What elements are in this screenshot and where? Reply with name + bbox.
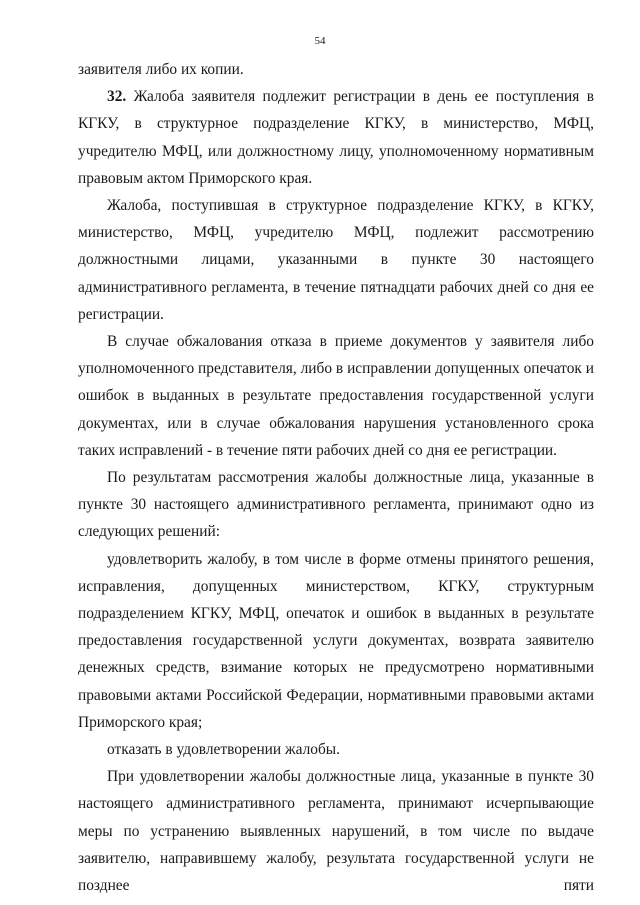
paragraph-text: Жалоба заявителя подлежит регистрации в день ее поступления в КГКУ, в структурное подразделение КГКУ, в министерство, МФЦ, учредителю МФЦ, или должностному лицу, уполномоченному нормативным правовым актом Приморского края. — [78, 88, 594, 187]
paragraph-decisions-intro: По результатам рассмотрения жалобы должностные лица, указанные в пункте 30 настоящего административного регламента, принимают одно из следующих решений: — [78, 469, 594, 541]
paragraph-refusal-appeal: В случае обжалования отказа в приеме документов у заявителя либо уполномоченного представителя, либо в исправлении допущенных опечаток и ошибок в выданных в результате предоставления государственной услуги документах, или в случае обжалования нарушения установленного срока таких исправлений - в течение пяти рабочих дней со дня ее регистрации. — [78, 333, 594, 459]
page-number: 54 — [314, 35, 326, 47]
paragraph-satisfaction-measures: При удовлетворении жалобы должностные лица, указанные в пункте 30 настоящего административного регламента, принимают исчерпывающие меры по устранению выявленных нарушений, в том числе по выдаче заявителю, направившему жалобу, результата государственной услуги не позднее пяти — [78, 768, 594, 895]
paragraph-item-32 — [78, 83, 594, 192]
paragraph-decision-satisfy: удовлетворить жалобу, в том числе в форме отмены принятого решения, исправления, допущенных министерством, КГКУ, структурным подразделением КГКУ, МФЦ, опечаток и ошибок в выданных в результате предоставления государственной услуги документах, возврата заявителю денежных средств, взимание которых не предусмотрено нормативными правовыми актами Российской Федерации, нормативными правовыми актами Приморского края; — [78, 550, 594, 731]
paragraph-review-period: Жалоба, поступившая в структурное подразделение КГКУ, в КГКУ, министерство, МФЦ, учредителю МФЦ, подлежит рассмотрению должностными лицами, указанными в пункте 30 настоящего административного регламента, в течение пятнадцати рабочих дней со дня ее регистрации. — [78, 197, 594, 323]
paragraph-decision-refuse: отказать в удовлетворении жалобы. — [107, 741, 341, 759]
item-number: 32. — [107, 88, 127, 106]
document-body — [78, 56, 594, 899]
paragraph-continuation: заявителя либо их копии. — [78, 61, 244, 78]
